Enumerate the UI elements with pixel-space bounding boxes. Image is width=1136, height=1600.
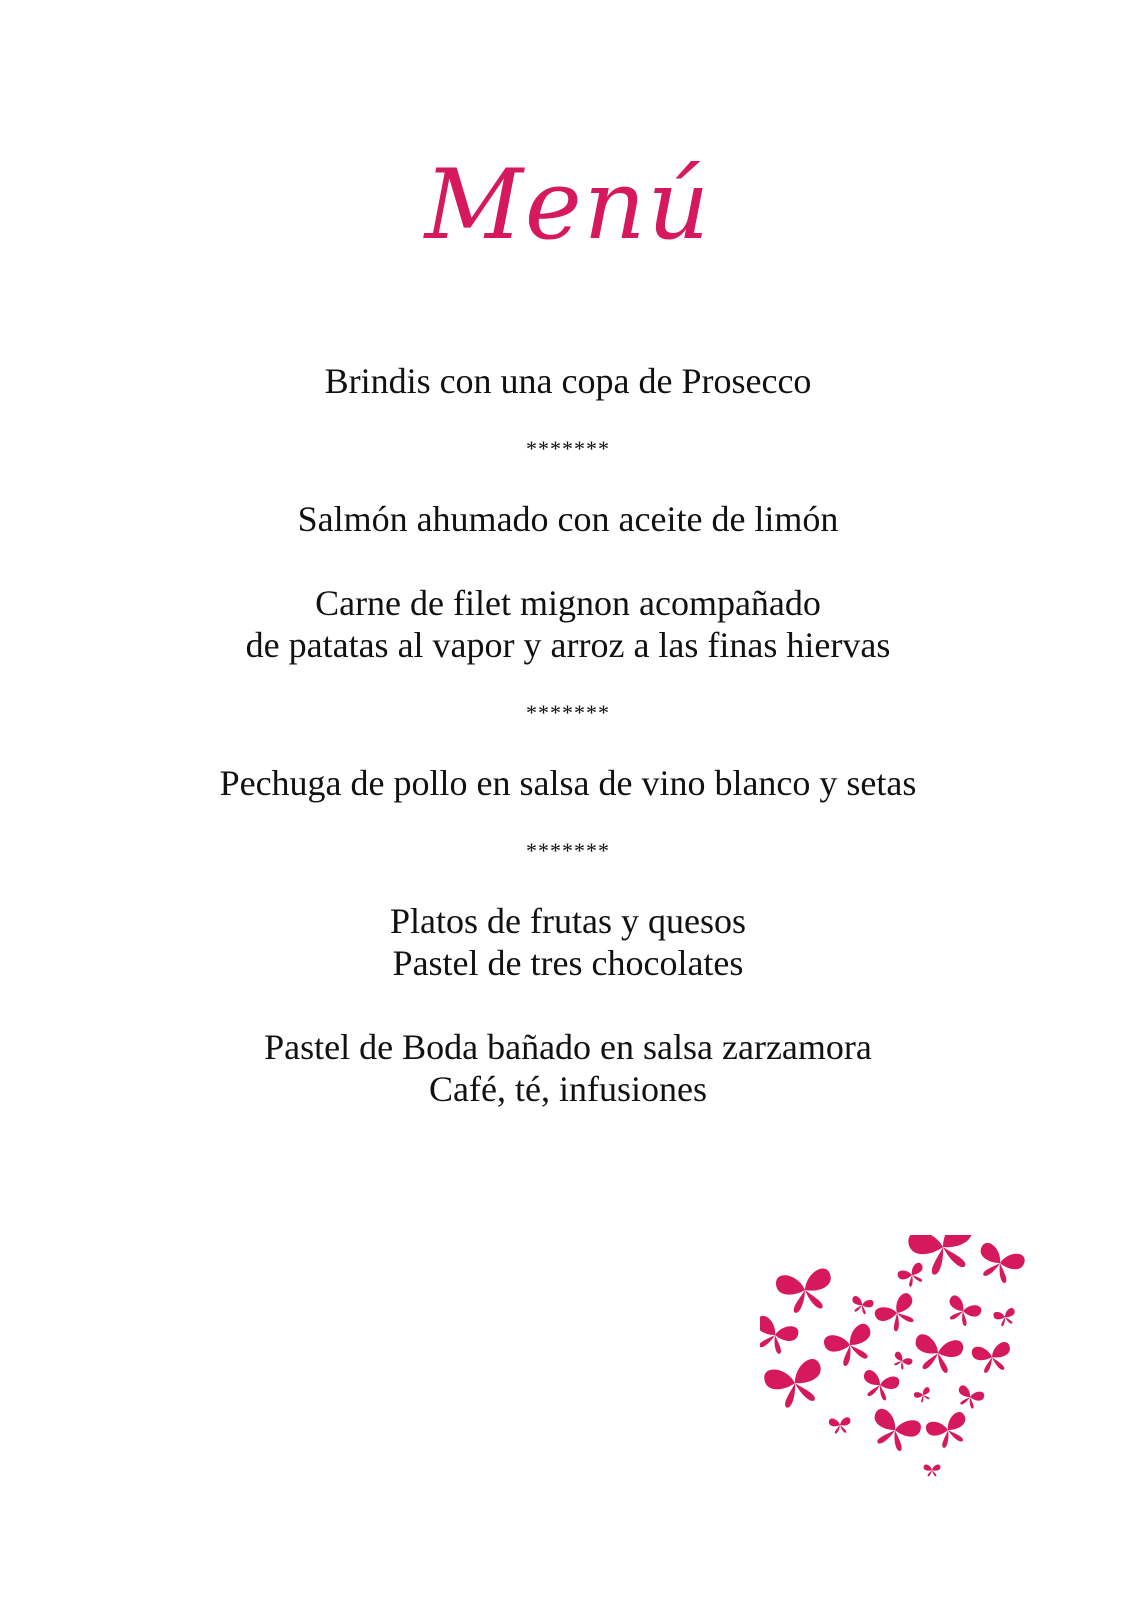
separator: *******: [526, 838, 610, 863]
course-salmon: Salmón ahumado con aceite de limón: [297, 499, 839, 539]
separator: *******: [526, 436, 610, 461]
menu-list: [0, 360, 1136, 1110]
course-filet-line-2: de patatas al vapor y arroz a las finas hiervas: [245, 625, 891, 665]
course-coffee-tea: Café, té, infusiones: [429, 1069, 707, 1109]
course-toast: Brindis con una copa de Prosecco: [324, 361, 812, 401]
course-chicken: Pechuga de pollo en salsa de vino blanco y setas: [219, 763, 917, 803]
menu-title: Menú: [424, 149, 712, 261]
course-chocolate-cake: Pastel de tres chocolates: [392, 943, 744, 983]
course-fruits-cheese: Platos de frutas y quesos: [390, 901, 746, 941]
separator: *******: [526, 700, 610, 725]
butterfly-heart-icon: [760, 1235, 1060, 1490]
course-filet-line-1: Carne de filet mignon acompañado: [315, 583, 821, 623]
course-wedding-cake: Pastel de Boda bañado en salsa zarzamora: [264, 1027, 872, 1067]
